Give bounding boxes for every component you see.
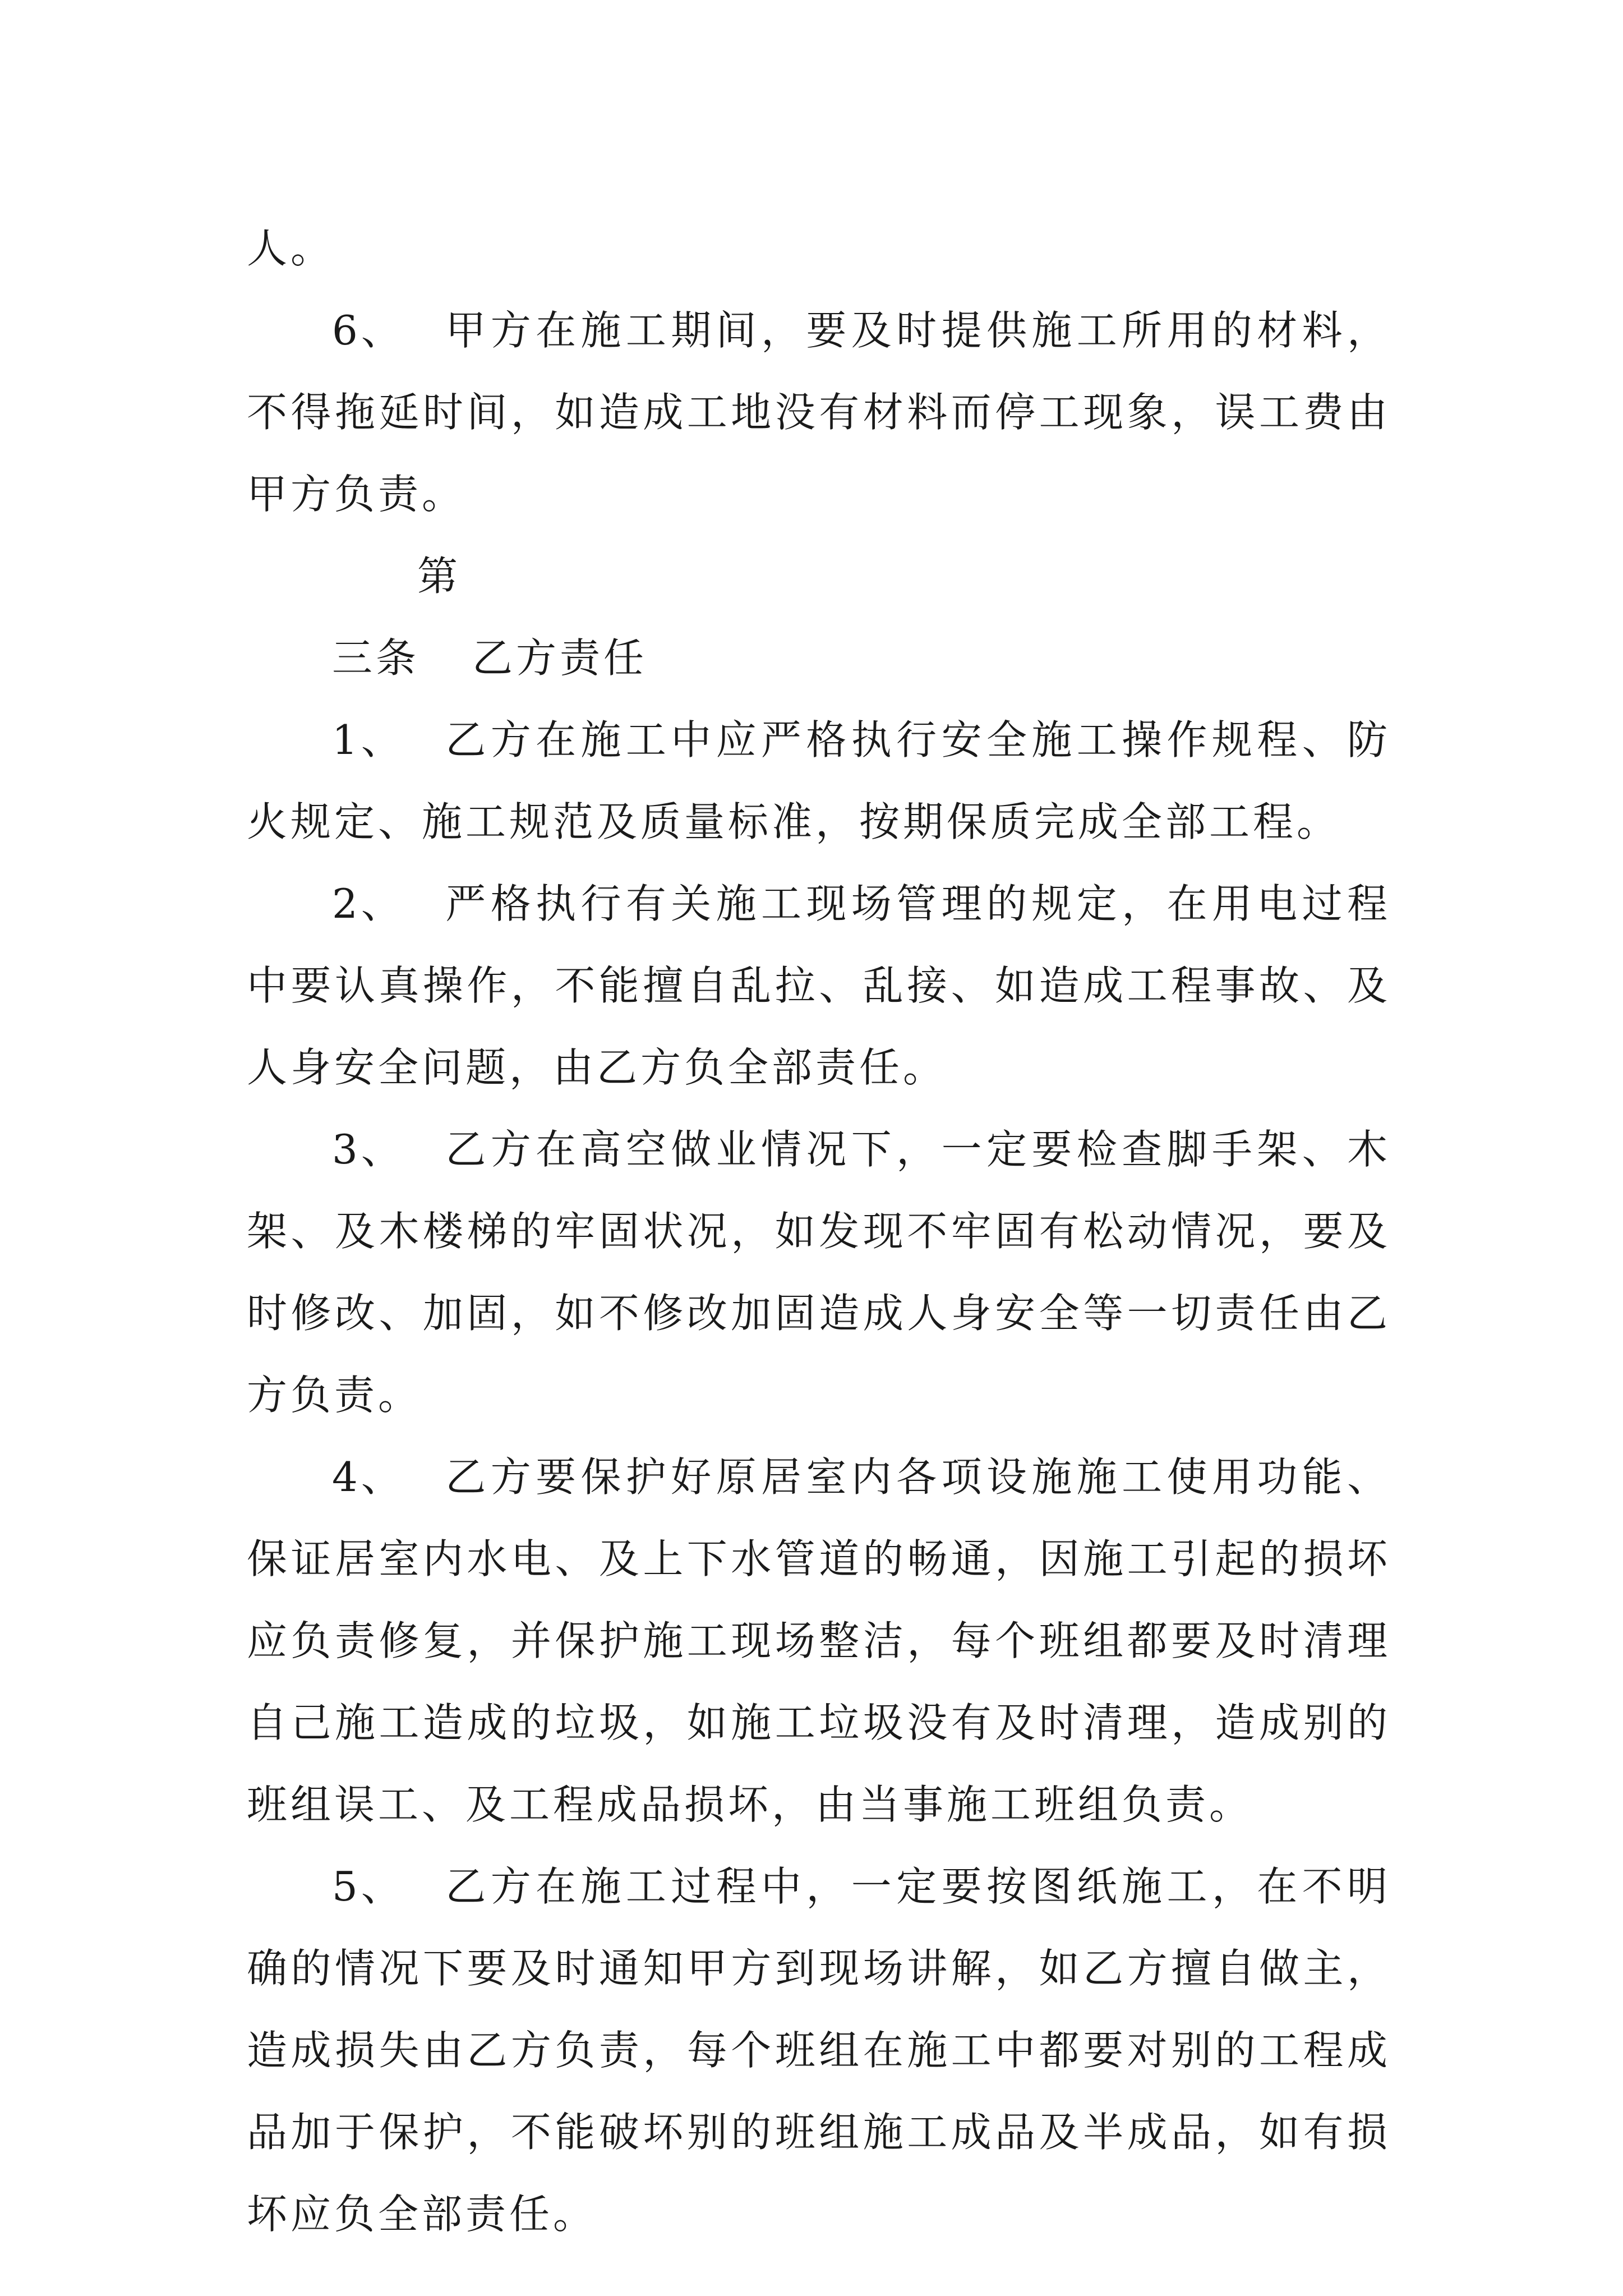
paragraph-text: 乙方在施工中应严格执行安全施工操作规程、防火规定、施工规范及质量标准，按期保质完成全部工程。 — [247, 716, 1391, 845]
paragraph-item-2 — [247, 863, 1391, 1108]
paragraph-item-6 — [247, 289, 1391, 535]
paragraph-item-1 — [247, 699, 1391, 863]
paragraph-text: 严格执行有关施工现场管理的规定，在用电过程中要认真操作，不能擅自乱拉、乱接、如造成工程事故、及人身安全问题，由乙方负全部责任。 — [247, 880, 1391, 1091]
paragraph-text: 乙方在高空做业情况下，一定要检查脚手架、木架、及木楼梯的牢固状况，如发现不牢固有松动情况，要及时修改、加固，如不修改加固造成人身安全等一切责任由乙方负责。 — [247, 1126, 1391, 1419]
item-number: 1、 — [332, 716, 405, 763]
item-number: 5、 — [332, 1863, 405, 1910]
paragraph-item-3 — [247, 1108, 1391, 1436]
paragraph-text: 人。 — [247, 225, 335, 272]
paragraph-continuation — [247, 208, 1391, 289]
paragraph-text: 乙方在施工过程中，一定要按图纸施工，在不明确的情况下要及时通知甲方到现场讲解，如乙方擅自做主，造成损失由乙方负责，每个班组在施工中都要对别的工程成品加于保护，不能破坏别的班组施工成品及半成品，如有损坏应负全部责任。 — [247, 1863, 1391, 2238]
document-body — [247, 208, 1391, 2255]
article-number: 第三条 — [332, 553, 462, 682]
item-number: 4、 — [332, 1453, 405, 1501]
paragraph-item-4 — [247, 1436, 1391, 1846]
article-heading — [247, 535, 1391, 699]
item-number: 3、 — [332, 1126, 405, 1173]
paragraph-text: 甲方在施工期间，要及时提供施工所用的材料，不得拖延时间，如造成工地没有材料而停工现象，误工费由甲方负责。 — [247, 307, 1391, 518]
item-number: 6、 — [332, 307, 405, 354]
article-title: 乙方责任 — [472, 634, 648, 682]
paragraph-item-5 — [247, 1846, 1391, 2255]
paragraph-text: 乙方要保护好原居室内各项设施施工使用功能、保证居室内水电、及上下水管道的畅通，因施工引起的损坏应负责修复，并保护施工现场整洁，每个班组都要及时清理自己施工造成的垃圾，如施工垃圾没有及时清理，造成别的班组误工、及工程成品损坏，由当事施工班组负责。 — [247, 1453, 1391, 1828]
item-number: 2、 — [332, 880, 405, 927]
